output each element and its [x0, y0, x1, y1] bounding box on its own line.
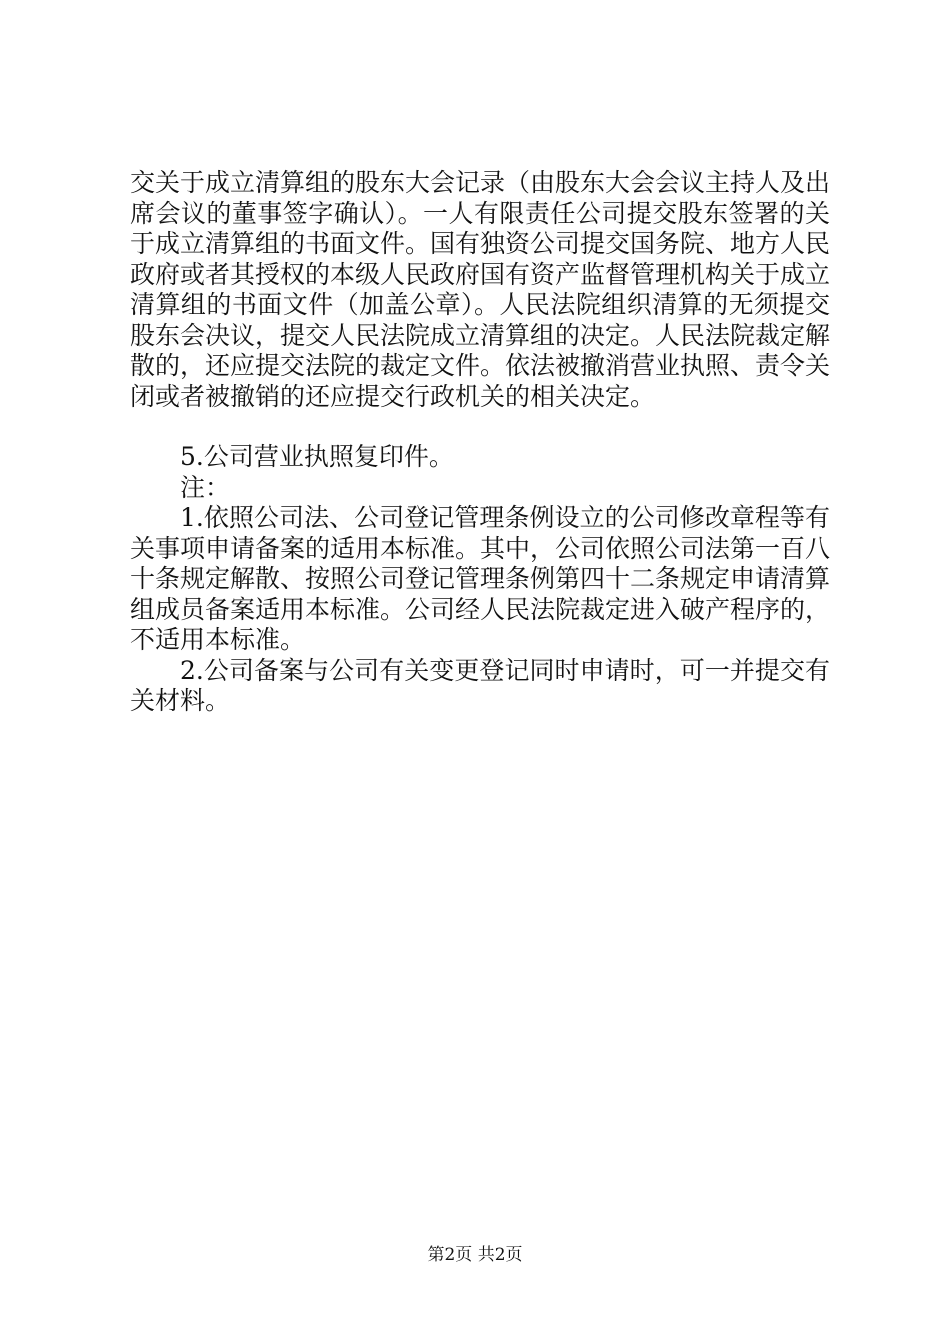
document-body: [130, 168, 830, 717]
paragraph-clearing-group-documents: 交关于成立清算组的股东大会记录（由股东大会会议主持人及出席会议的董事签字确认）。一人有限责任公司提交股东签署的关于成立清算组的书面文件。国有独资公司提交国务院、地方人民政府或者其授权的本级人民政府国有资产监督管理机构关于成立清算组的书面文件（加盖公章）。人民法院组织清算的无须提交股东会决议，提交人民法院成立清算组的决定。人民法院裁定解散的，还应提交法院的裁定文件。依法被撤消营业执照、责令关闭或者被撤销的还应提交行政机关的相关决定。: [130, 168, 831, 411]
total-pages: 共2页: [477, 1245, 523, 1265]
paragraph-note-1: 1.依照公司法、公司登记管理条例设立的公司修改章程等有关事项申请备案的适用本标准。其中，公司依照公司法第一百八十条规定解散、按照公司登记管理条例第四十二条规定申请清算组成员备案适用本标准。公司经人民法院裁定进入破产程序的，不适用本标准。: [130, 503, 831, 654]
paragraph-note-heading: 注：: [180, 472, 231, 502]
page-footer: [0, 1244, 950, 1266]
paragraph-business-license-copy: 5.公司营业执照复印件。: [180, 442, 454, 471]
paragraph-note-2: 2.公司备案与公司有关变更登记同时申请时，可一并提交有关材料。: [130, 655, 830, 715]
page-number: 第2页: [427, 1245, 473, 1265]
